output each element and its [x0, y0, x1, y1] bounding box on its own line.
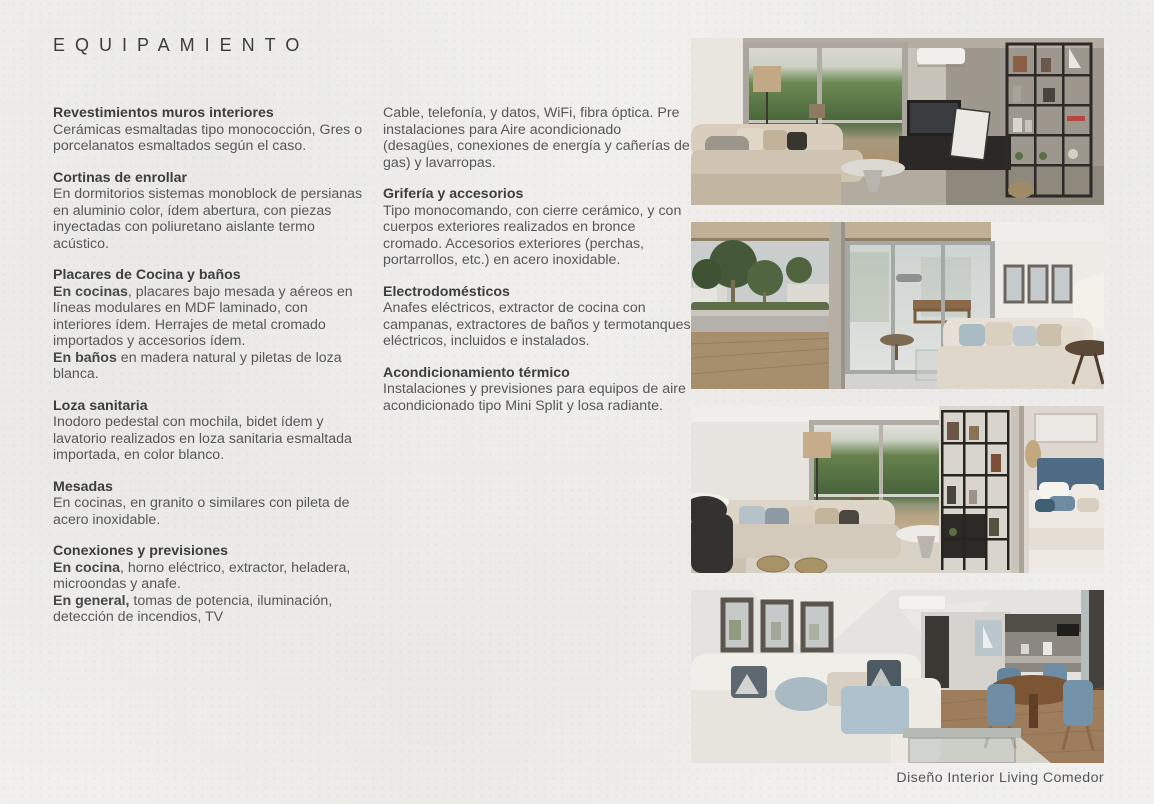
spec-paragraph: Anafes eléctricos, extractor de cocina con campanas, extractores de baños y termotanques eléctricos, incluidos e instalados. — [383, 300, 691, 349]
sailboat-art — [975, 620, 1002, 656]
spec-heading: Grifería y accesorios — [383, 186, 524, 202]
photo-caption: Diseño Interior Living Comedor — [896, 770, 1104, 786]
spec-section — [53, 479, 363, 529]
spec-heading: Electrodomésticos — [383, 283, 510, 300]
spec-section — [383, 186, 693, 269]
spec-paragraph: Cable, telefonía, y datos, WiFi, fibra óptica. Pre instalaciones para Aire acondicionado (desagües, conexiones de energía y cañerías de gas) y lavarropas. — [383, 105, 690, 171]
spec-paragraph: En general, tomas de potencia, iluminación, detección de incendios, TV — [53, 592, 333, 625]
spec-heading: Acondicionamiento térmico — [383, 364, 570, 381]
kitchen — [1005, 614, 1089, 672]
ac-unit — [917, 48, 965, 64]
spec-paragraph: En cocinas, en granito o similares con pileta de acero inoxidable. — [53, 495, 350, 528]
spec-heading: Loza sanitaria — [53, 397, 148, 414]
wall-frames — [1005, 266, 1071, 302]
photo-terrace — [691, 222, 1104, 389]
spec-heading: Revestimientos muros interiores — [53, 105, 274, 121]
spec-section — [53, 543, 363, 626]
photo-column — [691, 38, 1104, 786]
spec-paragraph: Inodoro pedestal con mochila, bidet ídem y lavatorio realizados en loza sanitaria esmaltada importada, en color blanco. — [53, 414, 352, 463]
sofa — [705, 500, 901, 558]
spec-section — [383, 284, 693, 350]
spec-paragraph: Tipo monocomando, con cierre cerámico, y con cuerpos exteriores realizados en bronce cromado. Accesorios exteriores (perchas, portarrollos, etc.) en acero inoxidable. — [383, 202, 682, 268]
spec-paragraph: En dormitorios sistemas monoblock de persianas en aluminio color, ídem abertura, con piezas inyectadas con poliuretano aislante termo acústico. — [53, 186, 363, 252]
spec-section — [53, 267, 363, 383]
photo-living-dining-image — [691, 590, 1104, 763]
spec-column-right — [383, 105, 693, 641]
ac-unit — [899, 596, 945, 609]
spec-section — [383, 365, 693, 415]
spec-section — [53, 398, 363, 464]
spec-column-left — [53, 105, 363, 641]
spec-section — [383, 105, 693, 171]
photo-living-shelf-image — [691, 38, 1104, 205]
spec-columns — [53, 105, 693, 641]
spec-heading: Cortinas de enrollar — [53, 169, 188, 186]
spec-paragraph: Cerámicas esmaltadas tipo monococción, Gres o porcelanatos esmaltados según el caso. — [53, 121, 363, 154]
bedroom-view — [1024, 406, 1104, 573]
photo-terrace-image — [691, 222, 1104, 389]
photo-living-bedroom — [691, 406, 1104, 573]
spec-paragraph: Instalaciones y previsiones para equipos de aire acondicionado tipo Mini Split y losa radiante. — [383, 381, 686, 414]
photo-living-dining — [691, 590, 1104, 763]
spec-section — [53, 105, 363, 155]
spec-paragraph: En cocina, horno eléctrico, extractor, heladera, microondas y anafe. — [53, 559, 351, 592]
photo-living-shelf — [691, 38, 1104, 205]
spec-heading: Mesadas — [53, 478, 113, 495]
spec-heading: Placares de Cocina y baños — [53, 267, 241, 283]
page-title: EQUIPAMIENTO — [53, 35, 310, 55]
glass-coffee-table — [903, 728, 1021, 763]
floor-lamp — [753, 66, 781, 92]
sofa — [691, 124, 863, 205]
spec-paragraph: En cocinas, placares bajo mesada y aéreos en líneas modulares en MDF laminado, con interiores ídem. Herrajes de metal cromado importados y accesorios ídem. — [53, 283, 353, 349]
spec-section — [53, 170, 363, 253]
photo-living-bedroom-image — [691, 406, 1104, 573]
sofa — [691, 654, 941, 763]
spec-paragraph: En baños en madera natural y piletas de loza blanca. — [53, 349, 342, 382]
spec-heading: Conexiones y previsiones — [53, 543, 229, 559]
